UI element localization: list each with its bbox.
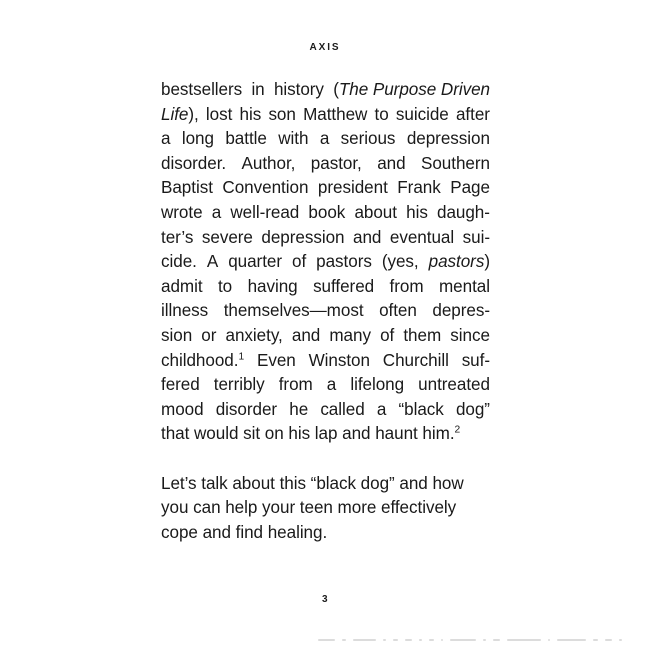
text-line — [161, 250, 490, 275]
word: and — [377, 153, 406, 173]
word: and — [353, 227, 382, 247]
artifact-dash — [441, 639, 443, 641]
word: a — [161, 129, 171, 149]
word: a — [319, 129, 330, 149]
word: Life), — [161, 104, 199, 124]
word: childhood.$^1$ — [161, 350, 245, 370]
word: his — [406, 202, 428, 222]
word: pastors — [316, 252, 372, 272]
word: Churchill — [382, 350, 449, 370]
word: fered — [161, 375, 200, 395]
word: disorder — [215, 399, 278, 419]
word: or — [201, 325, 217, 345]
word: in — [251, 80, 265, 99]
word: with — [278, 129, 309, 149]
word: a — [376, 399, 387, 419]
text-run: you can help your teen more effectively — [161, 498, 457, 518]
text-line — [161, 103, 490, 128]
artifact-dash — [593, 639, 598, 641]
text-line — [161, 201, 490, 226]
artifact-dash — [619, 639, 622, 641]
word: president — [317, 178, 388, 198]
text-line — [161, 152, 490, 177]
artifact-dash — [342, 639, 346, 641]
word: wrote — [161, 202, 203, 222]
word: a — [211, 202, 222, 222]
word: many — [329, 325, 371, 345]
word: daugh- — [436, 202, 490, 222]
footnote-marker: 1 — [238, 350, 245, 362]
word: long — [181, 129, 214, 149]
word: book — [308, 202, 346, 222]
word: from — [389, 276, 424, 296]
word: suf- — [461, 350, 490, 370]
page-number: 3 — [321, 594, 329, 605]
word: cide. — [161, 252, 197, 272]
artifact-dash — [383, 639, 386, 641]
artifact-dash — [548, 639, 550, 641]
word: since — [450, 325, 490, 345]
word: from — [278, 375, 313, 395]
word: history — [273, 80, 324, 99]
footnote-marker: 2 — [454, 424, 461, 436]
text-line — [161, 398, 490, 423]
word: sion — [161, 325, 193, 345]
word: A — [206, 252, 219, 272]
word: terribly — [213, 375, 265, 395]
word: Winston — [308, 350, 370, 370]
italic-text: Life — [161, 104, 189, 124]
word: Baptist — [161, 178, 213, 198]
word: battle — [225, 129, 267, 149]
artifact-dash — [318, 639, 335, 641]
text-line — [161, 349, 490, 374]
artifact-dash — [353, 639, 376, 641]
word: sui- — [462, 227, 490, 247]
artifact-dash — [429, 639, 434, 641]
text-line — [161, 324, 490, 349]
word: Southern — [420, 153, 490, 173]
word: Convention — [222, 178, 309, 198]
text-line — [161, 299, 490, 324]
word: pastors) — [428, 252, 490, 272]
word: pastor, — [310, 153, 362, 173]
word: of — [291, 252, 307, 272]
text-line — [161, 521, 490, 546]
italic-text: pastors — [428, 252, 485, 272]
text-run: that would sit on his lap and haunt him. — [161, 424, 455, 444]
artifact-dash — [493, 639, 500, 641]
word: to — [217, 276, 233, 296]
word: severe — [201, 227, 253, 247]
scan-artifact — [318, 636, 622, 643]
word: depres- — [432, 301, 490, 321]
paragraph-2 — [161, 472, 490, 546]
artifact-dash — [557, 639, 586, 641]
running-header: AXIS — [309, 42, 341, 53]
word: lifelong — [350, 375, 405, 395]
word: depression — [406, 129, 490, 149]
word: son — [268, 104, 296, 124]
paragraph-1 — [161, 78, 490, 447]
text-run: cope and find healing. — [161, 522, 328, 542]
artifact-dash — [393, 639, 398, 641]
word: bestsellers — [161, 80, 243, 99]
word: having — [247, 276, 298, 296]
word: ter’s — [161, 227, 194, 247]
text-line — [161, 176, 490, 201]
word: of — [380, 325, 395, 345]
word: his — [239, 104, 262, 124]
word: disorder. — [161, 153, 227, 173]
word: and — [291, 325, 321, 345]
text-line — [161, 78, 490, 103]
text-line — [161, 127, 490, 152]
artifact-dash — [507, 639, 541, 641]
word: he — [289, 399, 309, 419]
word: depression — [261, 227, 345, 247]
body-text-column — [161, 78, 490, 545]
word: to — [374, 104, 389, 124]
artifact-dash — [483, 639, 486, 641]
word: eventual — [389, 227, 455, 247]
artifact-dash — [450, 639, 476, 641]
text-line — [161, 472, 490, 497]
artifact-dash — [405, 639, 412, 641]
word: suffered — [313, 276, 375, 296]
word: about — [354, 202, 397, 222]
word: mental — [438, 276, 490, 296]
word: Frank — [397, 178, 441, 198]
text-line — [161, 373, 490, 398]
word: untreated — [418, 375, 490, 395]
word: themselves—most — [223, 301, 364, 321]
word: lost — [205, 104, 233, 124]
word: “black — [398, 399, 444, 419]
text-line — [161, 226, 490, 251]
word: well-read — [230, 202, 300, 222]
word: Even — [256, 350, 296, 370]
word: illness — [161, 301, 209, 321]
word: Matthew — [303, 104, 368, 124]
italic-text: The Purpose Driven — [338, 80, 490, 99]
word: often — [379, 301, 417, 321]
word: them — [403, 325, 442, 345]
text-run: Let’s talk about this “black dog” and how — [161, 473, 464, 493]
text-line — [161, 496, 490, 521]
word: Author, — [241, 153, 296, 173]
text-line — [161, 422, 490, 447]
artifact-dash — [605, 639, 612, 641]
word: anxiety, — [225, 325, 283, 345]
word: mood — [161, 399, 204, 419]
word: dog” — [455, 399, 490, 419]
word: serious — [340, 129, 396, 149]
word: admit — [161, 276, 203, 296]
word: called — [320, 399, 365, 419]
word: (yes, — [381, 252, 419, 272]
artifact-dash — [419, 639, 422, 641]
word: suicide — [395, 104, 449, 124]
text-line — [161, 275, 490, 300]
word: (The Purpose Driven — [333, 80, 490, 99]
word: a — [326, 375, 337, 395]
word: Page — [450, 178, 490, 198]
word: quarter — [228, 252, 282, 272]
word: after — [455, 104, 490, 124]
